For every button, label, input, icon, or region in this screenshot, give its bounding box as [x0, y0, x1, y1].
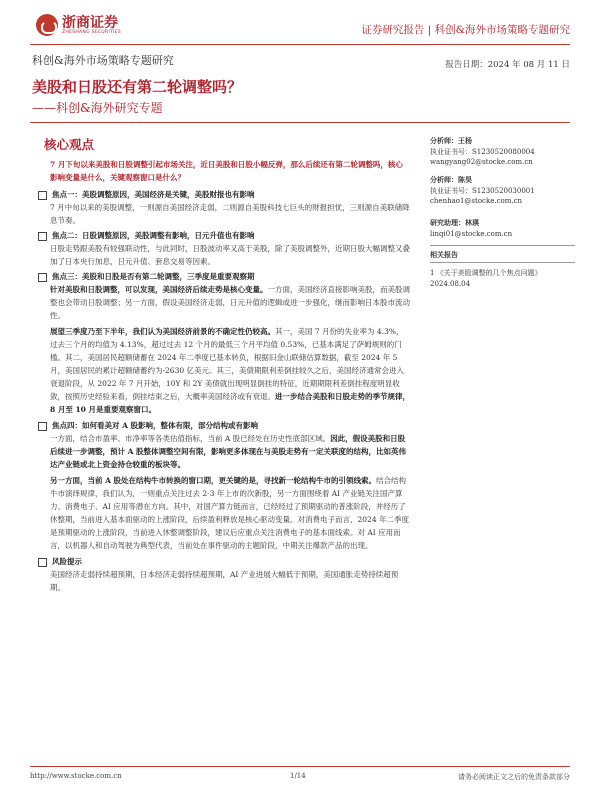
point-body: 日股走势跟美股有较强联动性，与此同时，日股波动率又高于美股，除了美股调整外，近期日股大幅调整又叠加了日本央行加息，日元升值、套息交易等因素。: [50, 244, 410, 266]
footer-divider: [30, 766, 570, 767]
point-body: 7 月中旬以来的美股调整，一则源自美国经济走弱，二则源自美股科技七巨头的财报担忧，三则源自美联储降息节奏。: [50, 203, 410, 225]
page-title: 美股和日股还有第二轮调整吗？: [32, 78, 243, 96]
related-heading: 相关报告: [430, 250, 458, 259]
point-3-para-b: [50, 325, 410, 416]
research-assistant: [430, 218, 580, 239]
footer-url[interactable]: http://www.stocke.com.cn: [30, 772, 122, 780]
lead-paragraph: 7 月下旬以来美股和日股调整引起市场关注，近日美股和日股小幅反弹，那么后续还有第二轮调整吗，核心影响变量是什么，关键观察窗口是什么？: [50, 160, 403, 182]
bullet-box-icon: [38, 273, 47, 282]
bullet-box-icon: [38, 191, 47, 200]
risk-title: 风险提示: [52, 557, 82, 566]
point-1: [38, 188, 410, 201]
risk-point: [38, 555, 410, 568]
point-title: 焦点一：美股调整原因，美国经济是关键，美股财报也有影响: [52, 190, 255, 199]
assistant-email[interactable]: linqi01@stocke.com.cn: [430, 229, 513, 238]
core-heading: 核心观点: [44, 137, 95, 152]
logo-text: 浙商证券: [62, 14, 118, 31]
para-bold-tail: 进一步结合美股和日股走势的季节规律，8 月至 10 月是重要观察窗口。: [50, 392, 410, 414]
footer-disclaimer: 请务必阅读正文之后的免责条款部分: [458, 773, 570, 781]
analyst-2: [430, 175, 580, 207]
point-3-para-a: [50, 283, 410, 322]
analyst-name: 分析师：王杨: [430, 136, 472, 145]
report-date: 报告日期：2024 年 08 月 11 日: [445, 60, 570, 70]
point-title: 焦点三：美股和日股是否有第二轮调整，三季度是重要观察期: [52, 272, 255, 281]
analyst-1: [430, 136, 580, 168]
para-bold: 因此，假设美股和日股后续进一步调整，预计 A 股整体调整空间有限，影响更多体现在与美股走势有一定关联度的结构，比如英伟达产业链或北上资金持仓较重的板块等。: [50, 434, 407, 469]
para-text: 结合结构牛市演绎规律，我们认为，一则重点关注过去 2-3 年上市的次新股，另一方面围绕着 AI 产业链关注国产算力、消费电子、AI 应用等潜在方向。其中，对国产算力链而言，已经经过了预期驱动的普涨阶段，并经历了休整期，当前进入基本面驱动的上涨阶段，后续盈利释放是核心驱动变量。对消费电子而言，2024 年二季度是预期驱动的上涨阶段，当前进入休整调整阶段，建议后应重点关注消费电子的基本面线索。对 AI 应用而言，以机器人和自动驾驶为典型代表，当前处在事件驱动的主题阶段，中期关注爆款产品的出现。: [50, 476, 409, 550]
point-2: [38, 229, 410, 242]
point-title: 焦点四：如何看美对 A 股影响，整体有限，部分结构或有影响: [52, 421, 259, 430]
related-item[interactable]: 1 《关于美股调整的几个焦点问题》 2024.08.04: [430, 269, 542, 288]
brand-logo: [36, 14, 121, 36]
bullet-box-icon: [38, 422, 47, 431]
sidebar-divider: [430, 245, 575, 246]
bullet-box-icon: [38, 558, 47, 567]
main-content: [50, 158, 410, 594]
related-reports: [430, 250, 580, 261]
report-subject: 科创&海外市场策略专题研究: [32, 54, 174, 67]
point-5-para: [50, 474, 410, 552]
title-divider: [30, 122, 570, 123]
para-bold: 展望三季度乃至下半年，我们认为美国经济前景的不确定性仍较高。: [50, 327, 275, 336]
report-type-header: 证券研究报告 | 科创&海外市场策略专题研究: [361, 24, 570, 36]
point-4: [38, 419, 410, 432]
para-text: 其一，美国 7 月份的失业率为 4.3%，过去三个月的均值为 4.13%，超过过去 12 个月的最低三个月平均值 0.53%，已基本满足了萨姆规则的门槛。其二，美国居民超额储蓄在 2024 年二季度已基本转负，根据旧金山联储估算数据，截至 2024 年 5 月，美国居民的累计超额储蓄约为-2630 亿美元。其三，美债期限利差倒挂较久之后，美国经济通常会进入衰退阶段，从 2022 年 7 月开始，10Y 和 2Y 美债就出现明显倒挂的特征，近期期限利差倒挂程度明显收敛，按照历史经验来看，倒挂结束之后，大概率美国经济或有衰退。: [50, 327, 405, 401]
sidebar-divider: [430, 262, 575, 263]
analyst-email[interactable]: chenhao1@stocke.com.cn: [430, 197, 523, 205]
logo-icon: [36, 14, 58, 36]
assistant-name: 研究助理：林瑛: [430, 218, 479, 227]
point-title: 焦点二：日股调整原因，美股调整有影响，日元升值也有影响: [52, 231, 255, 240]
point-4-para: [50, 432, 410, 471]
analyst-cert: 执业证书号：S1230520080004: [430, 147, 535, 156]
para-bold: 针对美股和日股调整，可以发现，美国经济后续走势是核心变量。: [50, 285, 268, 294]
header-divider: [30, 44, 570, 45]
logo-subtext: ZHESHANG SECURITIES: [62, 29, 121, 35]
analyst-cert: 执业证书号：S1230520030001: [430, 186, 535, 195]
bullet-box-icon: [38, 232, 47, 241]
analyst-name: 分析师：陈昊: [430, 175, 472, 184]
para-text: 一方面，美国经济直接影响美股，而美股调整也会带动日股调整；另一方面，假设美国经济走弱，日元升值的逻辑或进一步强化，继而影响日本股市流动性。: [50, 285, 410, 320]
page-subtitle: ——科创&海外研究专题: [32, 101, 163, 115]
para-text: 一方面，结合市盈率、市净率等各类估值指标，当前 A 股已经处在历史性底部区域。: [50, 434, 331, 443]
point-3: [38, 270, 410, 283]
page-number: 1/14: [290, 772, 306, 780]
analyst-email[interactable]: wangyang02@stocke.com.cn: [430, 158, 533, 166]
para-bold: 另一方面，当前 A 股处在结构牛市转换的窗口期，更关键的是，寻找新一轮结构牛市的引领线索。: [50, 476, 377, 485]
risk-body: 美国经济走弱持续超预期，日本经济走弱持续超预期，AI 产业进展大幅低于预期，美国通胀走势持续超预期。: [50, 570, 399, 592]
